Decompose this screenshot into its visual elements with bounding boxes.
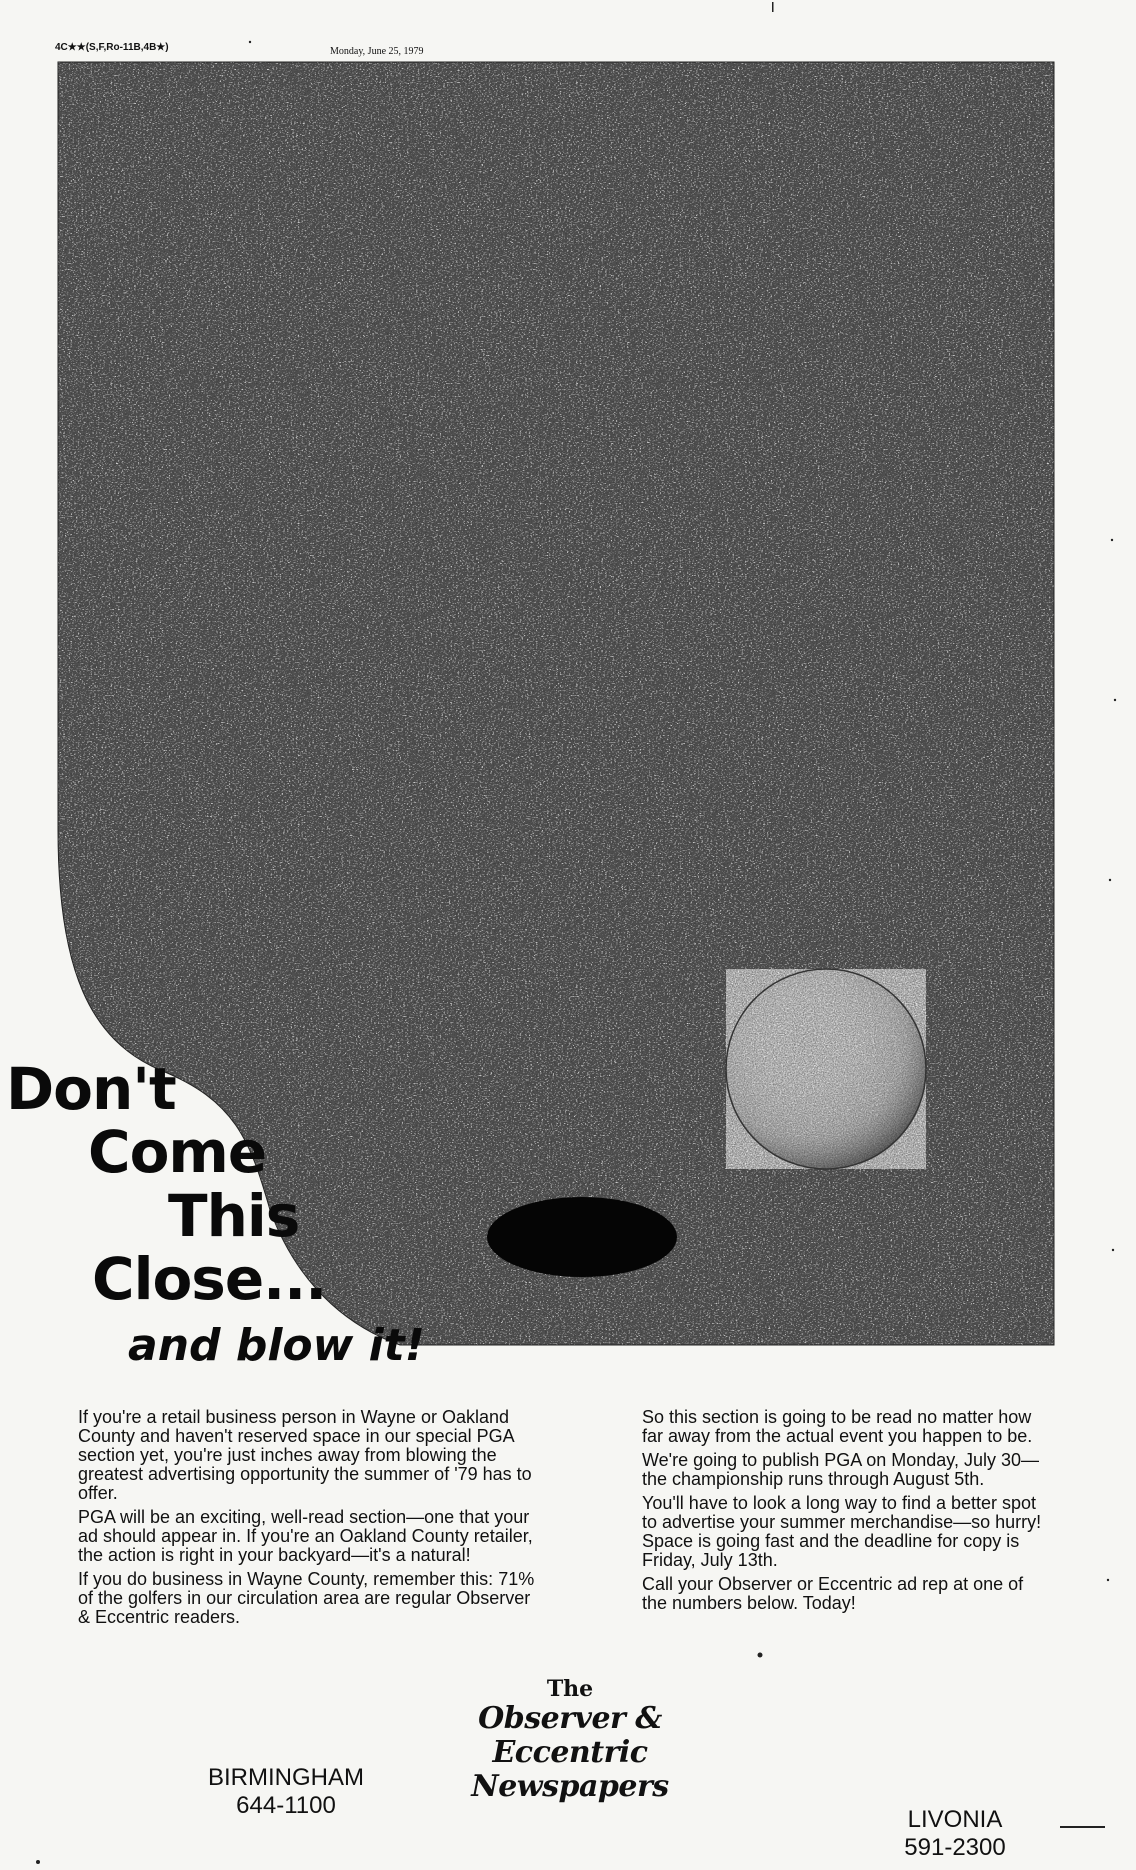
paragraph: PGA will be an exciting, well-read section—one that your ad should appear in. If you're an Oakland County retailer, the action is right in your backyard—it's a natural! <box>78 1507 533 1565</box>
headline-line-1: Don't <box>6 1055 176 1123</box>
paragraph: If you do business in Wayne County, remember this: 71% of the golfers in our circulation area are regular Observer & Eccentric readers. <box>78 1569 535 1627</box>
edition-code: 4C★★(S,F,Ro-11B,4B★) <box>55 42 169 53</box>
issue-date: Monday, June 25, 1979 <box>330 46 424 57</box>
paragraph: We're going to publish PGA on Monday, July 30— the championship runs through August 5th. <box>642 1450 1039 1489</box>
office-city: LIVONIA <box>907 1806 1003 1833</box>
paragraph: Call your Observer or Eccentric ad rep at one of the numbers below. Today! <box>642 1574 1024 1613</box>
logo-the: The <box>546 1676 594 1702</box>
headline-line-2: Come <box>88 1118 267 1186</box>
paragraph: You'll have to look a long way to find a better spot to advertise your summer merchandise—so hurry! Space is going fast and the deadline for copy is Friday, July 13th. <box>642 1493 1042 1570</box>
office-phone: 591-2300 <box>904 1834 1006 1861</box>
headline-tagline: and blow it! <box>128 1320 425 1371</box>
paragraph: If you're a retail business person in Wayne or Oakland County and haven't reserved space in our special PGA section yet, you're just inches away from blowing the greatest advertising opportunity the summer of '79 has to offer. <box>78 1407 532 1503</box>
headline-line-4: Close... <box>92 1245 327 1313</box>
logo-observer-eccentric: Observer & Eccentric <box>478 1701 662 1770</box>
logo-newspapers: Newspapers <box>471 1769 669 1804</box>
office-phone: 644-1100 <box>236 1792 336 1819</box>
headline-line-3: This <box>168 1182 300 1250</box>
paragraph: So this section is going to be read no matter how far away from the actual event you happen to be. <box>642 1407 1033 1446</box>
office-city: BIRMINGHAM <box>208 1764 364 1791</box>
